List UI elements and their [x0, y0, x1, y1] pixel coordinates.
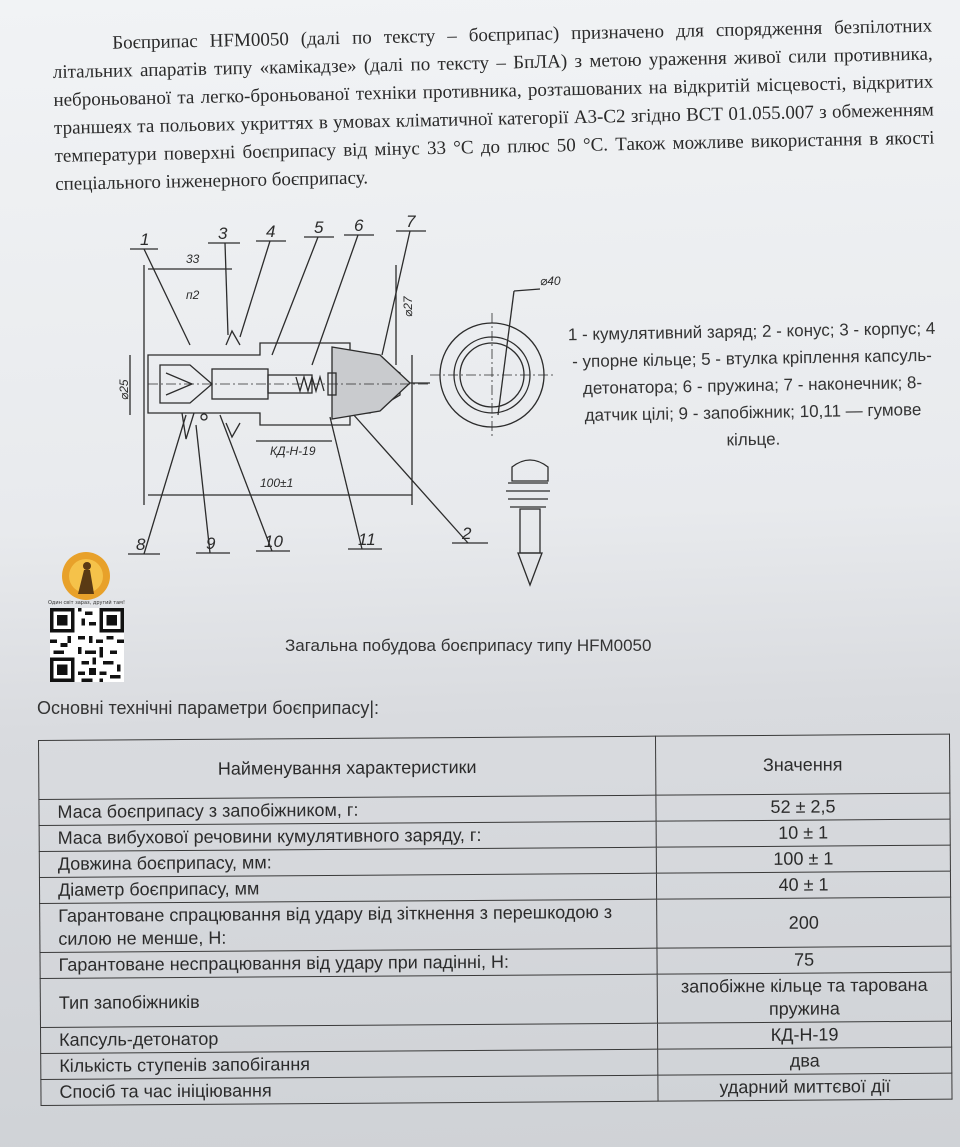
param-value: 52 ± 2,5: [656, 793, 950, 821]
callout-6: 6: [354, 216, 364, 235]
callout-2: 2: [462, 524, 472, 543]
callout-5: 5: [314, 218, 324, 237]
callout-11: 11: [358, 530, 376, 549]
param-value: 75: [657, 946, 951, 974]
param-name: Гарантоване неспрацювання від удару при падінні, Н:: [40, 948, 657, 978]
param-value: 10 ± 1: [656, 819, 950, 847]
dim-length: 100±1: [260, 476, 294, 490]
target-sensor-detail: [506, 460, 550, 585]
munition-end-view: [430, 289, 554, 437]
param-name: Діаметр боєприпасу, мм: [39, 873, 656, 903]
technical-parameters-table: [38, 734, 953, 1106]
table-row: [40, 972, 951, 1027]
qr-code: [50, 608, 124, 682]
figure-caption: Загальна побудова боєприпасу типу HFM0050: [285, 636, 652, 655]
intro-paragraph: Боєприпас HFM0050 (далі по тексту – боєприпас) призначено для спорядження безпілотних літальних апаратів типу «камікадзе» (далі по тексту – БпЛА) з метою ураження живої сили противника, неброньованої та легко-броньованої техніки противника, розташованих на відкритій місцевості, відкритих траншеях та польових укриттях в умовах кліматичної категорії А3-С2 згідно ВСТ 01.055.007 з обмеженням температури поверхні боєприпасу від мінус 33 °С до плюс 50 °С. Також можливе використання в якості спеціального інженерного боєприпасу.: [52, 15, 935, 195]
table-row: [41, 1073, 952, 1105]
column-header-value: Значення: [655, 734, 949, 795]
param-name: Маса вибухової речовини кумулятивного заряду, г:: [39, 821, 656, 851]
param-value: КД-Н-19: [657, 1021, 951, 1049]
callout-1: 1: [140, 230, 150, 249]
column-header-name: Найменування характеристики: [39, 736, 656, 799]
dim-d25: ⌀25: [117, 379, 131, 400]
dim-d27: ⌀27: [401, 296, 415, 317]
dim-33: 33: [186, 252, 200, 266]
table-header-row: [39, 734, 950, 799]
dim-d40: ⌀40: [540, 274, 561, 288]
param-name: Гарантоване спрацювання від удару від зіткнення з перешкодою з силою не менше, Н:: [40, 899, 657, 952]
param-value: два: [658, 1047, 952, 1075]
munition-diagram: [100, 205, 570, 605]
param-value: ударний миттєвої дії: [658, 1073, 952, 1101]
organization-logo: [60, 550, 112, 602]
param-value: 100 ± 1: [656, 845, 950, 873]
callout-8: 8: [136, 535, 146, 554]
table-row: [40, 897, 951, 952]
diagram-legend: 1 - кумулятивний заряд; 2 - конус; 3 - корпус; 4 - упорне кільце; 5 - втулка кріплення капсуль-детонатора; 6 - пружина; 7 - наконечник; 8- датчик цілі; 9 - запобіжник; 10,11 — гумове кільце.: [567, 318, 936, 450]
param-value: 200: [657, 897, 951, 948]
dim-p2: п2: [186, 288, 200, 302]
callout-4: 4: [266, 222, 276, 241]
params-title: Основні технічні параметри боєприпасу|:: [37, 698, 379, 718]
callout-9: 9: [206, 534, 216, 553]
param-value: 40 ± 1: [656, 871, 950, 899]
param-name: Маса боєприпасу з запобіжником, г:: [39, 795, 656, 825]
callout-10: 10: [264, 532, 283, 551]
param-name: Капсуль-детонатор: [41, 1023, 658, 1053]
param-name: Довжина боєприпасу, мм:: [39, 847, 656, 877]
param-value: запобіжне кільце та тарована пружина: [657, 972, 951, 1023]
callout-7: 7: [406, 212, 416, 231]
param-name: Кількість ступенів запобігання: [41, 1049, 658, 1079]
param-name: Спосіб та час ініціювання: [41, 1075, 658, 1105]
munition-side-view: [148, 331, 430, 439]
logo-caption: Один світ зараз, другий там!: [48, 600, 125, 606]
param-name: Тип запобіжників: [40, 974, 657, 1027]
callout-3: 3: [218, 224, 228, 243]
dim-kd: КД-Н-19: [270, 444, 316, 458]
